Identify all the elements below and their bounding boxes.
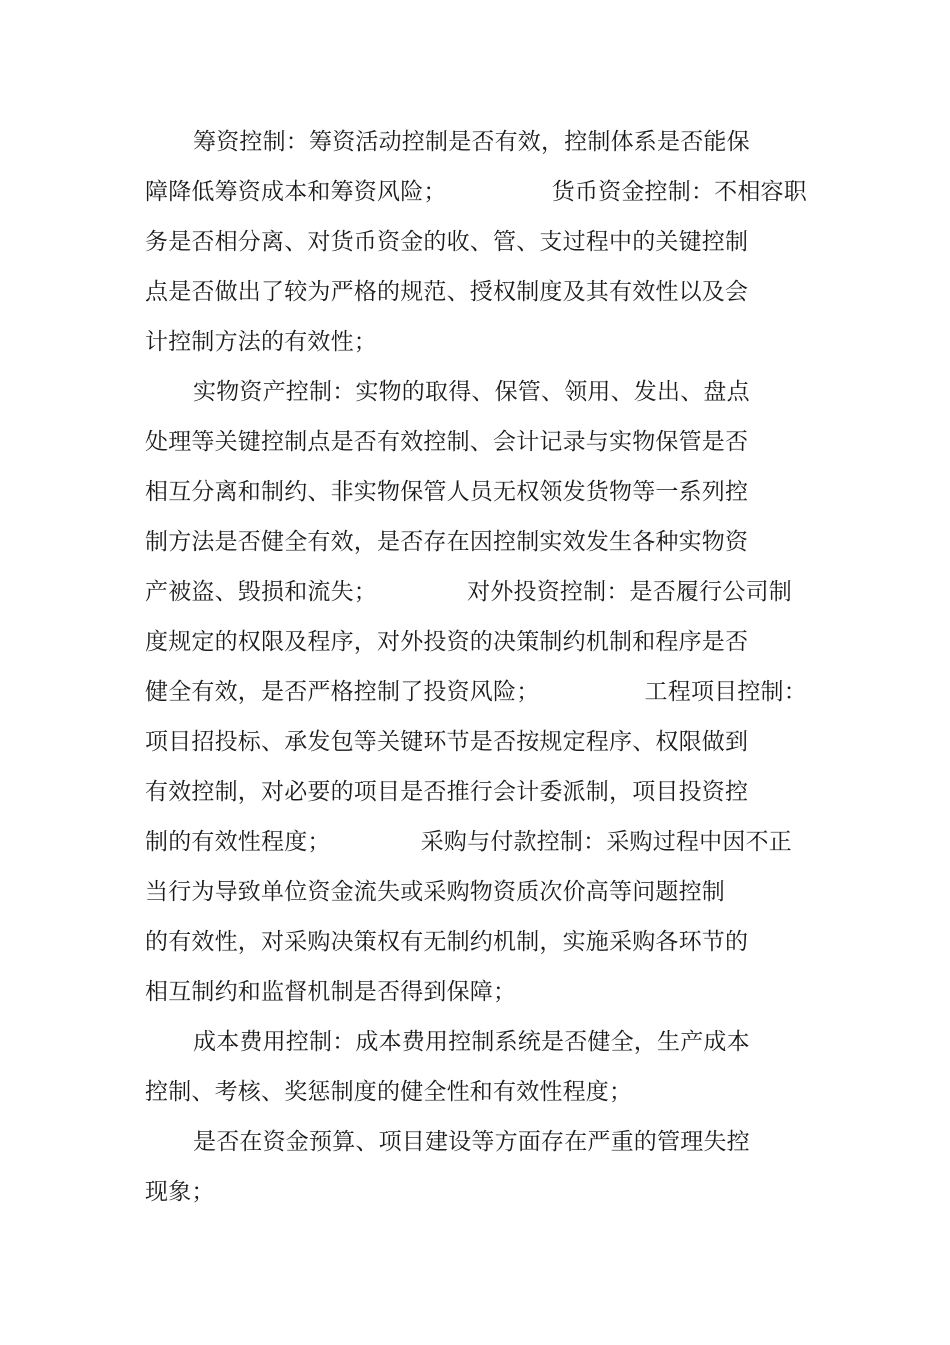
- text-line: 点是否做出了较为严格的规范、授权制度及其有效性以及会: [145, 279, 749, 305]
- text-line: 相互制约和监督机制是否得到保障；: [145, 979, 517, 1005]
- text-line: 制方法是否健全有效，是否存在因控制实效发生各种实物资: [145, 529, 749, 555]
- text-line: 实物资产控制：实物的取得、保管、领用、发出、盘点: [193, 379, 750, 405]
- text-line: 处理等关键控制点是否有效控制、会计记录与实物保管是否: [145, 429, 749, 455]
- text-line: 计控制方法的有效性；: [145, 329, 377, 355]
- text-line: 产被盗、毁损和流失； 对外投资控制：是否履行公司制: [145, 579, 792, 605]
- text-line: 务是否相分离、对货币资金的收、管、支过程中的关键控制: [145, 229, 749, 255]
- text-line: 有效控制，对必要的项目是否推行会计委派制，项目投资控: [145, 779, 749, 805]
- text-line: 度规定的权限及程序，对外投资的决策制约机制和程序是否: [145, 629, 749, 655]
- text-line: 成本费用控制：成本费用控制系统是否健全，生产成本: [193, 1029, 750, 1055]
- text-line: 相互分离和制约、非实物保管人员无权领发货物等一系列控: [145, 479, 749, 505]
- text-line: 制的有效性程度； 采购与付款控制：采购过程中因不正: [145, 829, 792, 855]
- text-line: 障降低筹资成本和筹资风险； 货币资金控制：不相容职: [145, 179, 807, 205]
- text-line: 项目招投标、承发包等关键环节是否按规定程序、权限做到: [145, 729, 749, 755]
- text-line: 控制、考核、奖惩制度的健全性和有效性程度；: [145, 1079, 633, 1105]
- text-line: 是否在资金预算、项目建设等方面存在严重的管理失控: [193, 1129, 750, 1155]
- text-line: 筹资控制：筹资活动控制是否有效，控制体系是否能保: [193, 129, 750, 155]
- text-line: 现象；: [145, 1179, 215, 1205]
- text-line: 的有效性，对采购决策权有无制约机制，实施采购各环节的: [145, 929, 749, 955]
- text-line: 健全有效，是否严格控制了投资风险； 工程项目控制：: [145, 679, 807, 705]
- text-line: 当行为导致单位资金流失或采购物资质次价高等问题控制: [145, 879, 725, 905]
